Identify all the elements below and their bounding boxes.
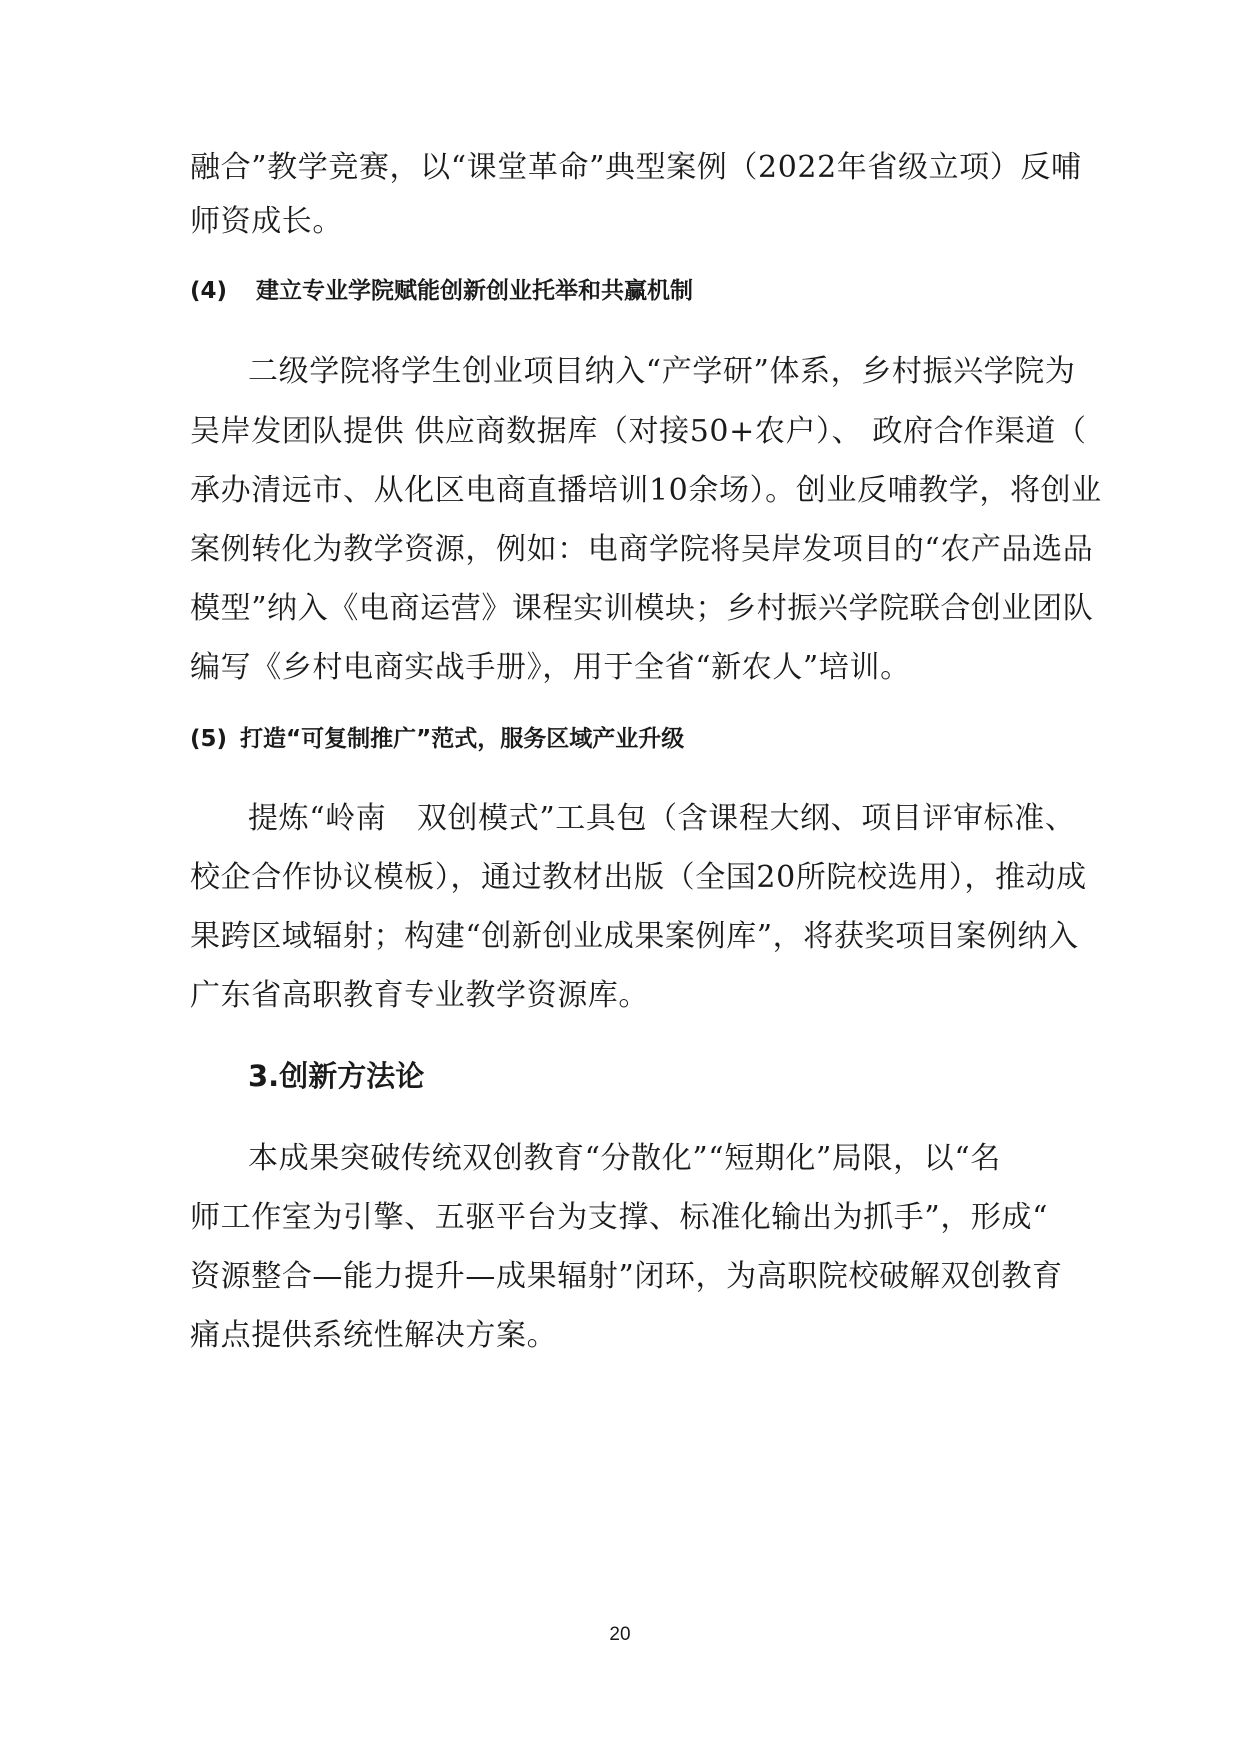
paragraph-line: 案例转化为教学资源，例如：电商学院将吴岸发项目的“农产品选品 [190, 532, 1094, 567]
paragraph-line: 校企合作协议模板），通过教材出版（全国20所院校选用），推动成 [190, 860, 1087, 895]
paragraph-line: 提炼“岭南 双创模式”工具包（含课程大纲、项目评审标准、 [248, 801, 1076, 836]
section-title: 3.创新方法论 [248, 1059, 425, 1093]
subheading-number: (5) [190, 726, 228, 752]
paragraph-line: 模型”纳入《电商运营》课程实训模块；乡村振兴学院联合创业团队 [190, 591, 1094, 626]
subheading-title: 建立专业学院赋能创新创业托举和共赢机制 [256, 278, 693, 304]
paragraph-line: 融合”教学竞赛，以“课堂革命”典型案例（2022年省级立项）反哺 [190, 150, 1082, 185]
paragraph-line: 承办清远市、从化区电商直播培训10余场）。创业反哺教学，将创业 [190, 473, 1102, 508]
paragraph-line: 二级学院将学生创业项目纳入“产学研”体系，乡村振兴学院为 [248, 354, 1076, 389]
subheading-4 [190, 275, 693, 307]
paragraph-line: 本成果突破传统双创教育“分散化”“短期化”局限，以“名 [248, 1141, 1001, 1176]
paragraph-line: 果跨区域辐射；构建“创新创业成果案例库”，将获奖项目案例纳入 [190, 919, 1079, 954]
page-number: 20 [609, 1624, 631, 1645]
subheading-title: 打造“可复制推广”范式，服务区域产业升级 [240, 726, 685, 752]
paragraph-line: 吴岸发团队提供 供应商数据库（对接50+农户）、 政府合作渠道（ [190, 414, 1087, 449]
paragraph-line: 广东省高职教育专业教学资源库。 [190, 978, 649, 1013]
paragraph-line: 师工作室为引擎、五驱平台为支撑、标准化输出为抓手”，形成“ [190, 1200, 1049, 1235]
paragraph-line: 资源整合—能力提升—成果辐射”闭环，为高职院校破解双创教育 [190, 1259, 1063, 1294]
paragraph-line: 编写《乡村电商实战手册》，用于全省“新农人”培训。 [190, 650, 911, 685]
subheading-number: (4) [190, 278, 228, 304]
paragraph-line: 痛点提供系统性解决方案。 [190, 1318, 558, 1353]
subheading-5 [190, 723, 684, 755]
paragraph-line: 师资成长。 [190, 204, 343, 239]
